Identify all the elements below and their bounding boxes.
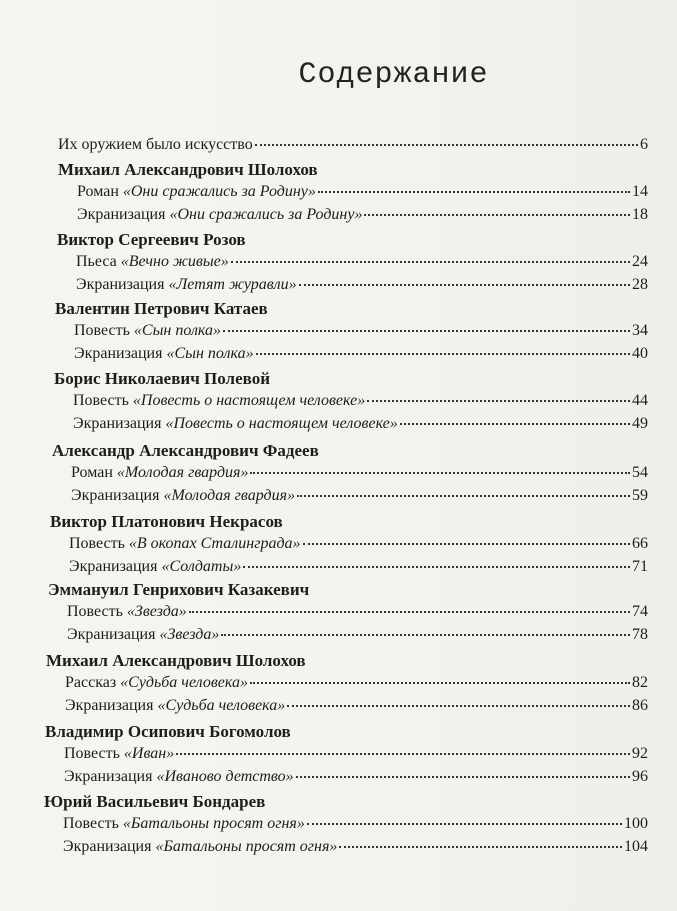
toc-author-heading: Михаил Александрович Шолохов [46,651,306,670]
toc-entry-page: 54 [632,464,648,481]
toc-entry [63,814,648,834]
toc-entry-page: 104 [624,838,648,855]
toc-entry-label [74,321,221,341]
toc-entry [77,182,648,202]
toc-entry-label [71,463,248,483]
toc-entry-label [77,182,316,202]
toc-entry-type: Экранизация [71,487,164,504]
dot-leader [400,423,630,425]
dot-leader [318,191,630,193]
toc-entry-page: 28 [632,276,648,293]
toc-entry-label [74,344,254,364]
toc-author-heading: Александр Александрович Фадеев [52,441,319,460]
toc-entry [69,557,648,577]
toc-entry-work-title: «Молодая гвардия» [163,487,296,504]
toc-entry-page: 44 [632,392,648,409]
toc-entry-type: Экранизация [65,697,158,714]
toc-entry-work-title: «Батальоны просят огня» [122,815,305,832]
toc-entry-label [73,414,398,434]
toc-entry-page: 49 [632,415,648,432]
toc-entry-label [73,391,365,411]
toc-entry-type: Экранизация [67,626,160,643]
dot-leader [299,284,630,286]
toc-author-heading: Виктор Сергеевич Розов [57,230,246,249]
toc-entry-work-title: «В окопах Сталинграда» [128,535,301,552]
toc-entry [65,673,648,693]
toc-entry-page: 40 [632,345,648,362]
toc-entry [64,744,648,764]
toc-entry [71,486,648,506]
toc-entry [76,275,648,295]
toc-intro-entry [58,135,648,155]
toc-entry-type: Пьеса [76,253,121,270]
toc-entry-work-title: «Повесть о настоящем человеке» [165,415,398,432]
toc-author-heading: Эммануил Генрихович Казакевич [48,580,310,599]
toc-intro-label: Их оружием было искусство [58,136,253,153]
toc-entry-label [65,696,285,716]
toc-entry-label [77,205,362,225]
toc-entry-work-title: «Судьба человека» [157,697,286,714]
dot-leader [287,705,630,707]
toc-entry-label [76,275,297,295]
toc-entry [67,602,648,622]
toc-author-heading: Юрий Васильевич Бондарев [44,792,266,811]
toc-entry-work-title: «Звезда» [159,626,220,643]
toc-entry-work-title: «Вечно живые» [120,253,229,270]
toc-entry-work-title: «Батальоны просят огня» [155,838,338,855]
toc-entry-type: Повесть [69,535,129,552]
toc-entry-type: Повесть [74,322,134,339]
toc-entry-type: Экранизация [63,838,156,855]
dot-leader [189,611,630,613]
toc-entry [74,344,648,364]
toc-entry-work-title: «Они сражались за Родину» [169,206,363,223]
toc-entry-work-title: «Иваново детство» [156,768,294,785]
toc-entry-label [64,767,294,787]
toc-intro-page: 6 [640,136,648,153]
toc-entry [77,205,648,225]
toc-entry-type: Экранизация [76,276,169,293]
dot-leader [243,566,630,568]
toc-entry-label [76,252,229,272]
toc-entry [73,391,648,411]
toc-entry-page: 100 [624,815,648,832]
page-title: Содержание [298,58,489,92]
toc-author-heading: Валентин Петрович Катаев [55,299,268,318]
toc-entry-page: 34 [632,322,648,339]
toc-entry-work-title: «Повесть о настоящем человеке» [132,392,366,409]
toc-entry-page: 71 [632,558,648,575]
toc-author-heading: Михаил Александрович Шолохов [58,160,318,179]
toc-entry-work-title: «Летят журавли» [168,276,297,293]
toc-entry-label [64,744,174,764]
toc-entry-work-title: «Сын полка» [133,322,222,339]
toc-entry-work-title: «Молодая гвардия» [116,464,249,481]
toc-entry [64,767,648,787]
toc-entry-page: 24 [632,253,648,270]
dot-leader [367,400,630,402]
dot-leader [339,846,622,848]
dot-leader [297,495,630,497]
toc-entry [67,625,648,645]
toc-entry-type: Повесть [64,745,124,762]
dot-leader [255,144,638,146]
toc-entry [63,837,648,857]
toc-entry-work-title: «Иван» [123,745,175,762]
toc-entry [76,252,648,272]
toc-entry [69,534,648,554]
toc-entry-page: 82 [632,674,648,691]
dot-leader [223,330,630,332]
toc-entry-page: 86 [632,697,648,714]
toc-entry-label [63,837,337,857]
toc-entry-page: 78 [632,626,648,643]
dot-leader [231,261,630,263]
toc-entry-work-title: «Звезда» [126,603,187,620]
toc-entry [65,696,648,716]
toc-entry-type: Роман [77,183,123,200]
toc-author-heading: Виктор Платонович Некрасов [50,512,283,531]
dot-leader [250,682,630,684]
dot-leader [221,634,630,636]
dot-leader [176,753,630,755]
toc-author-heading: Борис Николаевич Полевой [54,369,270,388]
toc-entry-type: Рассказ [65,674,121,691]
toc-entry-page: 74 [632,603,648,620]
toc-entry-type: Экранизация [64,768,157,785]
toc-entry-type: Экранизация [77,206,170,223]
toc-entry-label [69,557,241,577]
toc-entry-page: 92 [632,745,648,762]
toc-entry-work-title: «Они сражались за Родину» [122,183,316,200]
toc-entry [74,321,648,341]
toc-entry-type: Повесть [73,392,133,409]
toc-entry-type: Экранизация [73,415,166,432]
toc-entry-page: 66 [632,535,648,552]
toc-entry-label [69,534,301,554]
toc-entry-page: 59 [632,487,648,504]
toc-entry-page: 18 [632,206,648,223]
dot-leader [307,823,622,825]
toc-entry-label [71,486,295,506]
toc-entry-page: 14 [632,183,648,200]
dot-leader [303,543,630,545]
toc-entry-label [67,625,219,645]
toc-entry-work-title: «Судьба человека» [120,674,248,691]
dot-leader [256,353,630,355]
toc-entry-label [65,673,248,693]
toc-entry-page: 96 [632,768,648,785]
toc-entry-work-title: «Сын полка» [166,345,254,362]
toc-author-heading: Владимир Осипович Богомолов [45,722,291,741]
toc-entry-work-title: «Солдаты» [161,558,242,575]
toc-entry-type: Экранизация [74,345,167,362]
toc-entry [71,463,648,483]
toc-entry [73,414,648,434]
toc-entry-label [63,814,305,834]
dot-leader [296,776,630,778]
toc-entry-type: Повесть [67,603,127,620]
toc-entry-type: Роман [71,464,117,481]
dot-leader [364,214,630,216]
dot-leader [250,472,630,474]
toc-entry-type: Повесть [63,815,123,832]
toc-entry-type: Экранизация [69,558,162,575]
toc-entry-label [67,602,187,622]
